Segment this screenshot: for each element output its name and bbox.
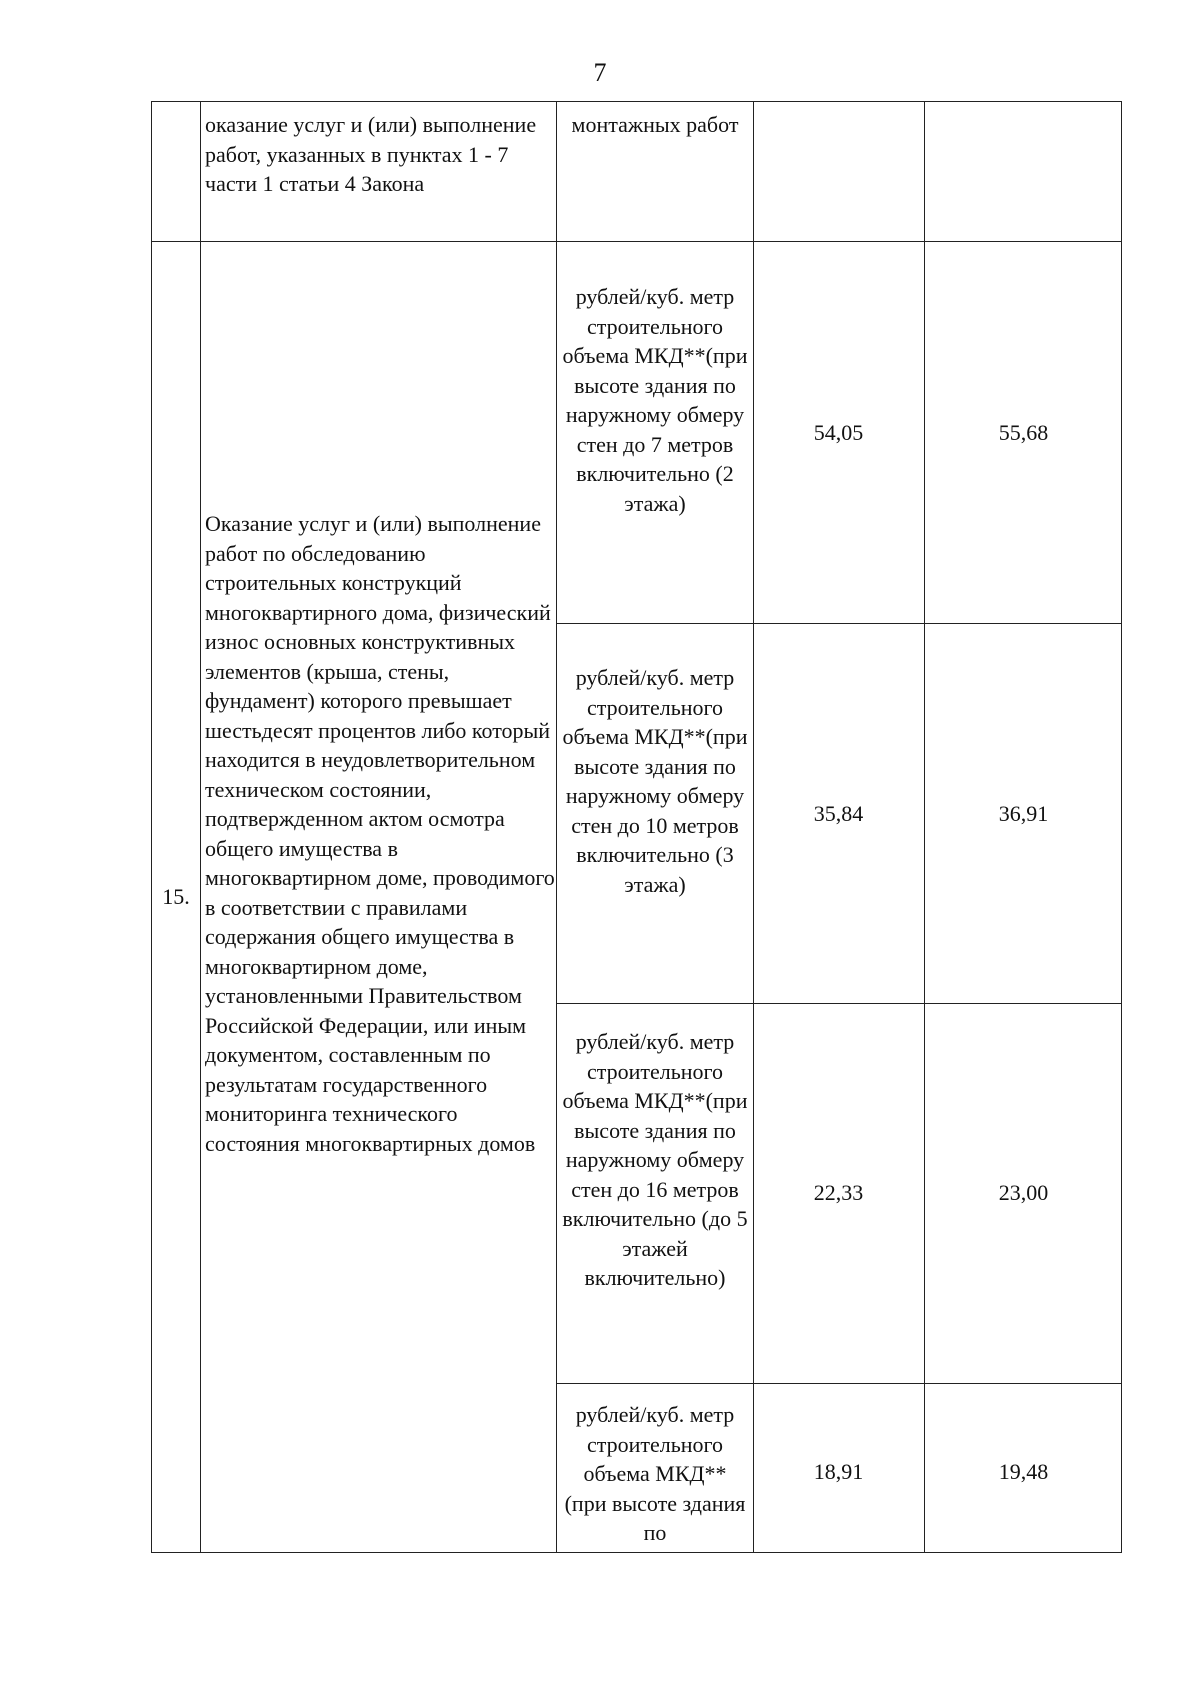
row-15-description: Оказание услуг и (или) выполнение работ по обследованию строительных конструкций многоквартирного дома, физический износ основных конструктивных элементов (крыша, стены, фундамент) которого превышает шестьдесят процентов либо который находится в неудовлетворительном техническом состоянии, подтвержденном актом осмотра общего имущества в многоквартирном доме, проводимого в соответствии с правилами содержания общего имущества в многоквартирном доме, установленными Правительством Российской Федерации, или иным документом, составленным по результатам государственного мониторинга технического состояния многоквартирных домов <box>205 511 555 1156</box>
column-divider <box>200 102 201 1552</box>
subrow-3-value-2: 23,00 <box>998 1180 1049 1205</box>
subrow-3-unit: рублей/куб. метр строительного объема МКД**(при высоте здания по наружному обмеру стен до 16 метров включительно (до 5 этажей включительно) <box>562 1029 748 1290</box>
subrow-1-value-1: 54,05 <box>813 420 864 445</box>
subrow-divider <box>556 1383 1121 1384</box>
subrow-1-value-2: 55,68 <box>998 420 1049 445</box>
tariff-table <box>151 101 1122 1553</box>
subrow-4-value-1: 18,91 <box>813 1459 864 1484</box>
subrow-2-value-1: 35,84 <box>813 801 864 826</box>
continued-row-description: оказание услуг и (или) выполнение работ, указанных в пунктах 1 - 7 части 1 статьи 4 Закона <box>205 112 537 196</box>
subrow-2-unit: рублей/куб. метр строительного объема МКД**(при высоте здания по наружному обмеру стен до 10 метров включительно (3 этажа) <box>562 665 748 897</box>
row-divider <box>152 241 1121 242</box>
subrow-3-value-1: 22,33 <box>813 1180 864 1205</box>
page-number: 7 <box>593 58 607 87</box>
subrow-divider <box>556 1003 1121 1004</box>
subrow-1-unit: рублей/куб. метр строительного объема МКД**(при высоте здания по наружному обмеру стен до 7 метров включительно (2 этажа) <box>562 284 748 516</box>
column-divider <box>556 102 557 1552</box>
subrow-2-value-2: 36,91 <box>998 801 1049 826</box>
subrow-4-unit: рублей/куб. метр строительного объема МКД** (при высоте здания по <box>564 1402 746 1545</box>
continued-row-unit: монтажных работ <box>571 112 739 137</box>
row-number: 15. <box>162 884 190 909</box>
subrow-4-value-2: 19,48 <box>998 1459 1049 1484</box>
subrow-divider <box>556 623 1121 624</box>
